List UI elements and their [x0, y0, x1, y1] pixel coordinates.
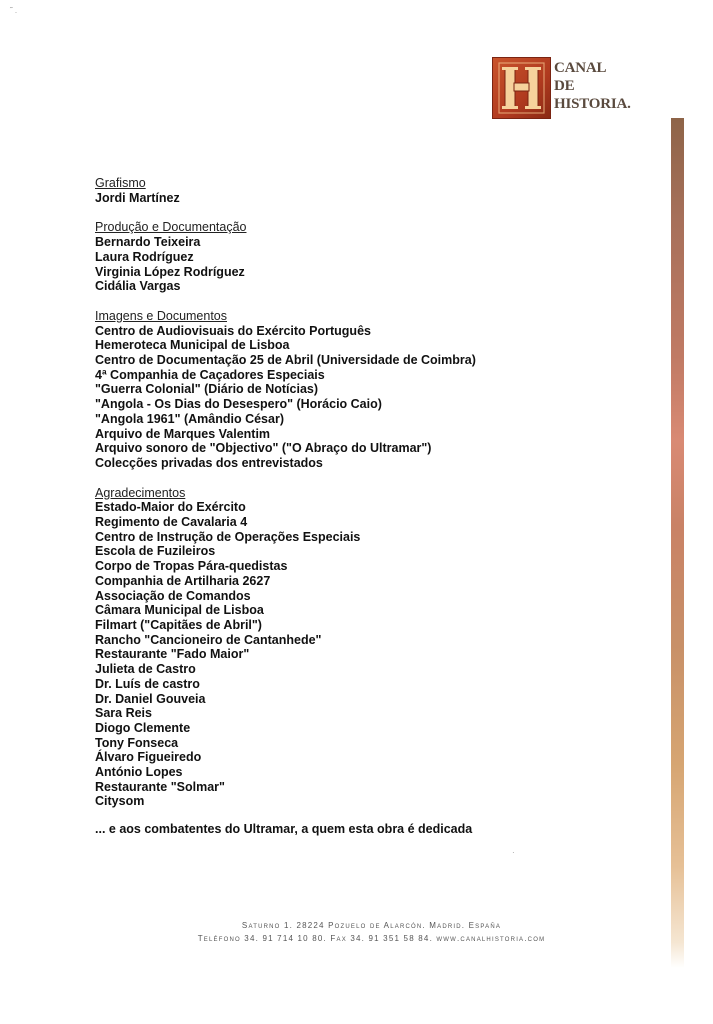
credit-line: Dr. Daniel Gouveia [95, 691, 206, 706]
credit-line: Restaurante "Fado Maior" [95, 647, 250, 662]
credit-line: Virginia López Rodríguez [95, 264, 245, 279]
credit-line: Bernardo Teixeira [95, 235, 201, 250]
credit-line: Corpo de Tropas Pára-quedistas [95, 559, 288, 574]
credit-line: Arquivo sonoro de "Objectivo" ("O Abraço do Ultramar") [95, 441, 432, 456]
credit-line: Citysom [95, 794, 145, 809]
dedication-text: ... e aos combatentes do Ultramar, a quem esta obra é dedicada [95, 822, 473, 836]
section-agradecimentos [95, 486, 655, 809]
credit-line: Restaurante "Solmar" [95, 779, 225, 794]
section-grafismo [95, 176, 655, 205]
credit-line: Hemeroteca Municipal de Lisboa [95, 338, 290, 353]
credit-line: Filmart ("Capitães de Abril") [95, 617, 262, 632]
credit-line: "Guerra Colonial" (Diário de Notícias) [95, 382, 319, 397]
credit-line: "Angola 1961" (Amândio César) [95, 411, 284, 426]
footer-contact: Teléfono 34. 91 714 10 80. Fax 34. 91 351 58 84. www.canalhistoria.com [197, 934, 546, 943]
footer-address: Saturno 1. 28224 Pozuelo de Alarcón. Madrid. España [241, 921, 502, 930]
decorative-side-stripe [671, 118, 684, 968]
logo-line-historia: HISTORIA. [554, 96, 631, 112]
credit-line: Centro de Audiovisuais do Exército Português [95, 323, 371, 338]
section-heading: Produção e Documentação [95, 220, 247, 235]
canal-historia-logo [492, 57, 632, 119]
credit-line: Dr. Luís de castro [95, 676, 200, 691]
h-letter-icon [493, 58, 550, 118]
credit-line: Julieta de Castro [95, 662, 196, 677]
scan-speck: ˜ . [10, 6, 18, 15]
scan-speck: · [512, 848, 515, 857]
credits-body [95, 176, 655, 824]
credit-line: Sara Reis [95, 706, 152, 721]
credit-line: Tony Fonseca [95, 735, 179, 750]
credit-line: Centro de Instrução de Operações Especiais [95, 529, 361, 544]
credit-line: Jordi Martínez [95, 190, 180, 205]
logo-line-de: DE [554, 78, 575, 94]
credit-line: Colecções privadas dos entrevistados [95, 455, 323, 470]
credit-line: Companhia de Artilharia 2627 [95, 573, 271, 588]
credit-line: Centro de Documentação 25 de Abril (Universidade de Coimbra) [95, 353, 476, 368]
history-h-emblem [492, 57, 551, 119]
credit-line: Laura Rodríguez [95, 249, 194, 264]
credit-line: Estado-Maior do Exército [95, 500, 246, 515]
credit-line: Associação de Comandos [95, 588, 251, 603]
credit-line: Cidália Vargas [95, 279, 181, 294]
credit-line: Diogo Clemente [95, 720, 191, 735]
credit-line: Câmara Municipal de Lisboa [95, 603, 264, 618]
section-imagens [95, 309, 655, 471]
credit-line: "Angola - Os Dias do Desespero" (Horácio Caio) [95, 397, 382, 412]
letterhead-footer [0, 919, 713, 945]
credit-line: 4ª Companhia de Caçadores Especiais [95, 367, 325, 382]
section-heading: Agradecimentos [95, 485, 186, 500]
credit-line: Rancho "Cancioneiro de Cantanhede" [95, 632, 322, 647]
credit-line: Álvaro Figueiredo [95, 750, 202, 765]
section-producao [95, 220, 655, 294]
credit-line: Arquivo de Marques Valentim [95, 426, 271, 441]
section-heading: Grafismo [95, 176, 146, 190]
credit-line: Escola de Fuzileiros [95, 544, 216, 559]
logo-line-canal: CANAL [554, 60, 607, 76]
credit-line: António Lopes [95, 765, 183, 780]
section-heading: Imagens e Documentos [95, 308, 228, 323]
credit-line: Regimento de Cavalaria 4 [95, 515, 248, 530]
logo-wordmark [554, 59, 634, 113]
